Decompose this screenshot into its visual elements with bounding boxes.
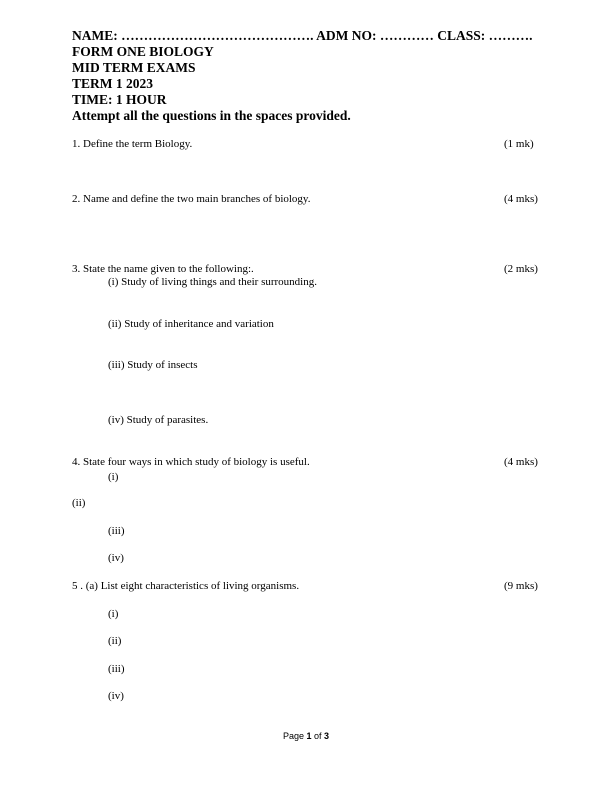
page-current: 1 (306, 731, 312, 741)
question-1-text: 1. Define the term Biology. (72, 138, 193, 150)
question-5-text: 5 . (a) List eight characteristics of living organisms. (72, 580, 300, 592)
question-4-marks: (4 mks) (504, 456, 538, 468)
term-title: TERM 1 2023 (72, 76, 153, 91)
time-title: TIME: 1 HOUR (72, 92, 167, 107)
question-5-part-i: (i) (108, 608, 119, 620)
question-4-part-ii: (ii) (72, 497, 86, 509)
question-5-part-iv: (iv) (108, 690, 124, 702)
question-4-part-i: (i) (108, 471, 119, 483)
page-total: 3 (324, 731, 330, 741)
question-4-part-iii: (iii) (108, 525, 125, 537)
question-4-text: 4. State four ways in which study of biology is useful. (72, 456, 310, 468)
question-2-marks: (4 mks) (504, 193, 538, 205)
question-2-text: 2. Name and define the two main branches of biology. (72, 193, 311, 205)
question-3-part-iii: (iii) Study of insects (108, 359, 198, 371)
subject-title: FORM ONE BIOLOGY (72, 44, 214, 59)
question-3-text: 3. State the name given to the following:. (72, 263, 254, 275)
page-footer (0, 731, 612, 741)
question-3-part-iv: (iv) Study of parasites. (108, 414, 209, 426)
question-5-part-iii: (iii) (108, 663, 125, 675)
question-4-part-iv: (iv) (108, 552, 124, 564)
header-name-adm-class-line: NAME: ……………………………………. ADM NO: ………… CLASS: ………. (72, 28, 533, 43)
exam-title: MID TERM EXAMS (72, 60, 196, 75)
question-3-part-ii: (ii) Study of inheritance and variation (108, 318, 274, 330)
question-3-part-i: (i) Study of living things and their surrounding. (108, 276, 317, 288)
question-5-marks: (9 mks) (504, 580, 538, 592)
question-1-marks: (1 mk) (504, 138, 534, 150)
instruction: Attempt all the questions in the spaces provided. (72, 108, 351, 123)
page-label: Page (282, 731, 304, 741)
question-5-part-ii: (ii) (108, 635, 122, 647)
page-of-label: of (314, 731, 322, 741)
question-3-marks: (2 mks) (504, 263, 538, 275)
